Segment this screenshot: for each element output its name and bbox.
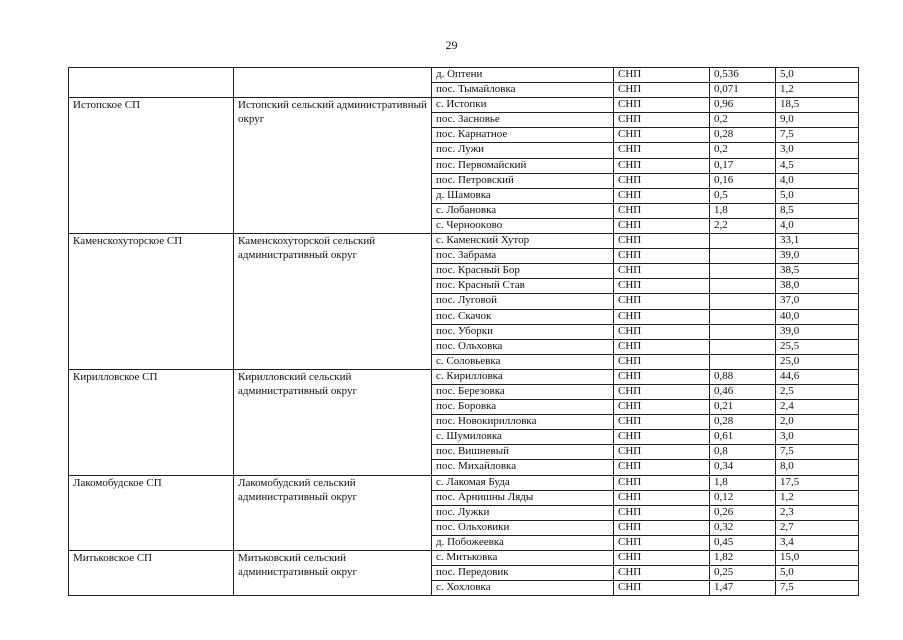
area-cell: [710, 354, 776, 369]
district-cell: Митьковский сельский административный округ: [234, 551, 432, 596]
area-cell: 0,28: [710, 128, 776, 143]
area-cell: 0,32: [710, 520, 776, 535]
distance-cell: 2,7: [776, 520, 859, 535]
distance-cell: 5,0: [776, 68, 859, 83]
area-cell: 1,47: [710, 581, 776, 596]
locality-cell: пос. Передовик: [432, 566, 614, 581]
locality-cell: пос. Лужи: [432, 143, 614, 158]
page-number: 29: [445, 38, 458, 52]
type-cell: СНП: [614, 158, 710, 173]
area-cell: 0,2: [710, 143, 776, 158]
area-cell: [710, 309, 776, 324]
type-cell: СНП: [614, 415, 710, 430]
type-cell: СНП: [614, 279, 710, 294]
distance-cell: 7,5: [776, 128, 859, 143]
type-cell: СНП: [614, 218, 710, 233]
locality-cell: с. Кирилловка: [432, 369, 614, 384]
locality-cell: с. Лобановка: [432, 203, 614, 218]
settlement-cell: Истопское СП: [69, 98, 234, 234]
area-cell: 2,2: [710, 218, 776, 233]
type-cell: СНП: [614, 339, 710, 354]
type-cell: СНП: [614, 430, 710, 445]
area-cell: [710, 324, 776, 339]
settlement-cell: Митьковское СП: [69, 551, 234, 596]
locality-cell: пос. Первомайский: [432, 158, 614, 173]
locality-cell: пос. Красный Бор: [432, 264, 614, 279]
type-cell: СНП: [614, 294, 710, 309]
area-cell: 0,34: [710, 460, 776, 475]
distance-cell: 7,5: [776, 581, 859, 596]
locality-cell: пос. Скачок: [432, 309, 614, 324]
type-cell: СНП: [614, 113, 710, 128]
type-cell: СНП: [614, 581, 710, 596]
area-cell: 0,536: [710, 68, 776, 83]
area-cell: [710, 234, 776, 249]
area-cell: 0,45: [710, 535, 776, 550]
type-cell: СНП: [614, 128, 710, 143]
distance-cell: 4,0: [776, 218, 859, 233]
area-cell: 0,26: [710, 505, 776, 520]
distance-cell: 8,5: [776, 203, 859, 218]
district-cell: Лакомобудский сельский административный округ: [234, 475, 432, 550]
settlement-cell: [69, 68, 234, 98]
type-cell: СНП: [614, 234, 710, 249]
locality-cell: пос. Тымайловка: [432, 83, 614, 98]
table-row: [69, 475, 859, 490]
area-cell: [710, 279, 776, 294]
area-cell: [710, 339, 776, 354]
type-cell: СНП: [614, 68, 710, 83]
distance-cell: 3,0: [776, 143, 859, 158]
area-cell: [710, 294, 776, 309]
locality-cell: д. Шамовка: [432, 188, 614, 203]
distance-cell: 3,0: [776, 430, 859, 445]
locality-cell: д. Побожеевка: [432, 535, 614, 550]
table-row: [69, 234, 859, 249]
distance-cell: 39,0: [776, 249, 859, 264]
locality-cell: пос. Ольховики: [432, 520, 614, 535]
distance-cell: 2,3: [776, 505, 859, 520]
area-cell: [710, 249, 776, 264]
type-cell: СНП: [614, 83, 710, 98]
locality-cell: с. Хохловка: [432, 581, 614, 596]
type-cell: СНП: [614, 445, 710, 460]
locality-cell: пос. Вишневый: [432, 445, 614, 460]
locality-cell: с. Каменский Хутор: [432, 234, 614, 249]
distance-cell: 25,5: [776, 339, 859, 354]
settlement-cell: Лакомобудское СП: [69, 475, 234, 550]
area-cell: 0,2: [710, 113, 776, 128]
type-cell: СНП: [614, 143, 710, 158]
area-cell: [710, 264, 776, 279]
locality-cell: д. Оптени: [432, 68, 614, 83]
type-cell: СНП: [614, 173, 710, 188]
distance-cell: 1,2: [776, 490, 859, 505]
type-cell: СНП: [614, 505, 710, 520]
district-cell: Каменскохуторской сельский административный округ: [234, 234, 432, 370]
type-cell: СНП: [614, 188, 710, 203]
locality-cell: с. Черноокoво: [432, 218, 614, 233]
area-cell: 0,12: [710, 490, 776, 505]
table-row: [69, 98, 859, 113]
distance-cell: 9,0: [776, 113, 859, 128]
area-cell: 1,8: [710, 203, 776, 218]
area-cell: 0,8: [710, 445, 776, 460]
settlement-cell: Кирилловское СП: [69, 369, 234, 475]
area-cell: 1,82: [710, 551, 776, 566]
type-cell: СНП: [614, 384, 710, 399]
type-cell: СНП: [614, 551, 710, 566]
area-cell: 0,88: [710, 369, 776, 384]
distance-cell: 15,0: [776, 551, 859, 566]
type-cell: СНП: [614, 490, 710, 505]
distance-cell: 2,5: [776, 384, 859, 399]
distance-cell: 37,0: [776, 294, 859, 309]
distance-cell: 38,5: [776, 264, 859, 279]
type-cell: СНП: [614, 460, 710, 475]
locality-cell: пос. Ольховка: [432, 339, 614, 354]
distance-cell: 44,6: [776, 369, 859, 384]
area-cell: 0,28: [710, 415, 776, 430]
distance-cell: 3,4: [776, 535, 859, 550]
distance-cell: 40,0: [776, 309, 859, 324]
locality-cell: пос. Красный Став: [432, 279, 614, 294]
table-row: [69, 68, 859, 83]
locality-cell: с. Митьковка: [432, 551, 614, 566]
area-cell: 0,96: [710, 98, 776, 113]
area-cell: 0,5: [710, 188, 776, 203]
type-cell: СНП: [614, 369, 710, 384]
locality-cell: пос. Уборки: [432, 324, 614, 339]
area-cell: 0,071: [710, 83, 776, 98]
district-cell: Кирилловский сельский административный округ: [234, 369, 432, 475]
locality-cell: с. Истопки: [432, 98, 614, 113]
distance-cell: 38,0: [776, 279, 859, 294]
locality-cell: с. Шумиловка: [432, 430, 614, 445]
distance-cell: 4,0: [776, 173, 859, 188]
type-cell: СНП: [614, 264, 710, 279]
locality-cell: пос. Лужки: [432, 505, 614, 520]
locality-cell: пос. Забрама: [432, 249, 614, 264]
settlement-cell: Каменскохуторское СП: [69, 234, 234, 370]
distance-cell: 18,5: [776, 98, 859, 113]
area-cell: 0,21: [710, 400, 776, 415]
type-cell: СНП: [614, 400, 710, 415]
type-cell: СНП: [614, 249, 710, 264]
locality-cell: пос. Арнишны Ляды: [432, 490, 614, 505]
distance-cell: 25,0: [776, 354, 859, 369]
area-cell: 1,8: [710, 475, 776, 490]
area-cell: 0,25: [710, 566, 776, 581]
distance-cell: 1,2: [776, 83, 859, 98]
distance-cell: 5,0: [776, 188, 859, 203]
table-row: [69, 369, 859, 384]
distance-cell: 4,5: [776, 158, 859, 173]
distance-cell: 2,0: [776, 415, 859, 430]
distance-cell: 5,0: [776, 566, 859, 581]
distance-cell: 8,0: [776, 460, 859, 475]
locality-cell: пос. Петровский: [432, 173, 614, 188]
locality-cell: с. Соловьевка: [432, 354, 614, 369]
district-cell: [234, 68, 432, 98]
locality-cell: пос. Засновье: [432, 113, 614, 128]
distance-cell: 39,0: [776, 324, 859, 339]
area-cell: 0,16: [710, 173, 776, 188]
type-cell: СНП: [614, 98, 710, 113]
type-cell: СНП: [614, 475, 710, 490]
type-cell: СНП: [614, 520, 710, 535]
distance-cell: 7,5: [776, 445, 859, 460]
settlements-table: [68, 67, 859, 596]
area-cell: 0,46: [710, 384, 776, 399]
type-cell: СНП: [614, 354, 710, 369]
type-cell: СНП: [614, 203, 710, 218]
locality-cell: пос. Михайловка: [432, 460, 614, 475]
distance-cell: 33,1: [776, 234, 859, 249]
type-cell: СНП: [614, 566, 710, 581]
locality-cell: пос. Новокирилловка: [432, 415, 614, 430]
area-cell: 0,61: [710, 430, 776, 445]
distance-cell: 17,5: [776, 475, 859, 490]
locality-cell: пос. Карнатное: [432, 128, 614, 143]
locality-cell: с. Лакомая Буда: [432, 475, 614, 490]
table-row: [69, 551, 859, 566]
type-cell: СНП: [614, 309, 710, 324]
locality-cell: пос. Боровка: [432, 400, 614, 415]
area-cell: 0,17: [710, 158, 776, 173]
type-cell: СНП: [614, 535, 710, 550]
district-cell: Истопский сельский административный округ: [234, 98, 432, 234]
distance-cell: 2,4: [776, 400, 859, 415]
locality-cell: пос. Луговой: [432, 294, 614, 309]
locality-cell: пос. Березовка: [432, 384, 614, 399]
type-cell: СНП: [614, 324, 710, 339]
